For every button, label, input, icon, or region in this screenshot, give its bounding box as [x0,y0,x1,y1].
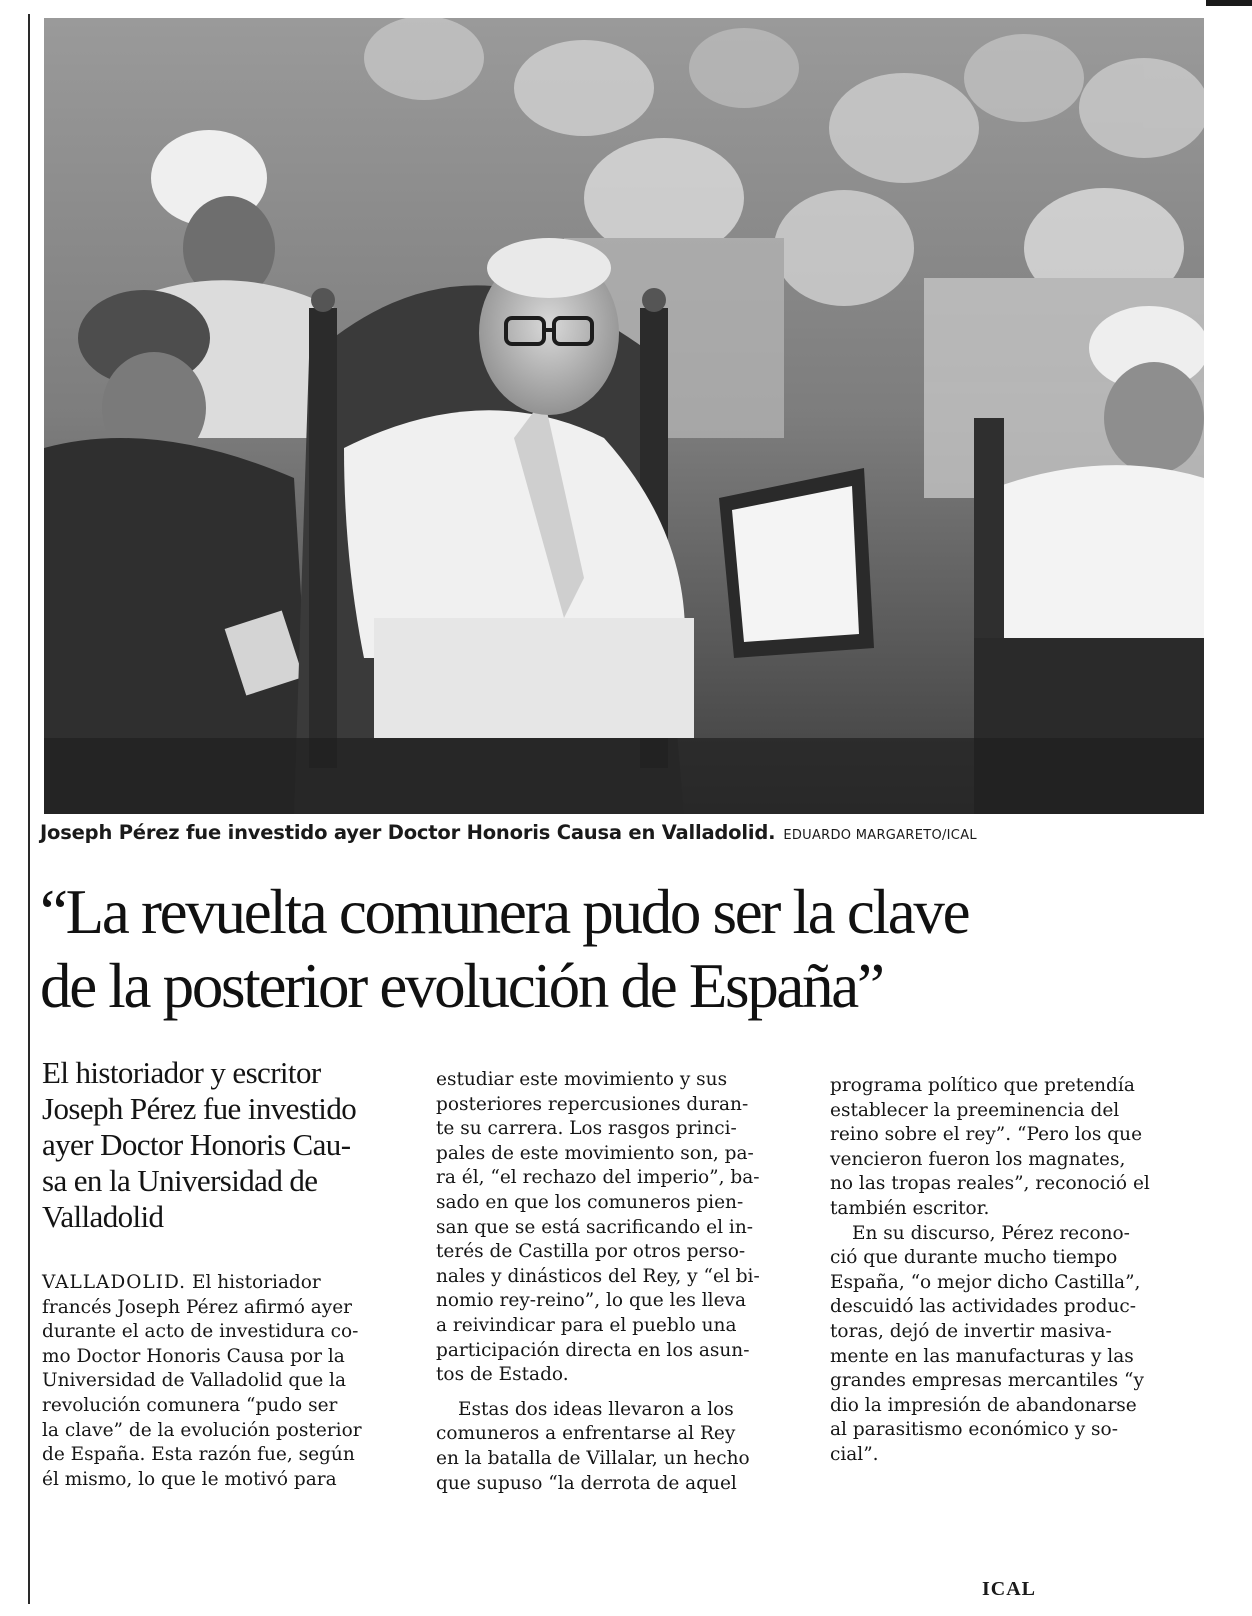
agency-signature: ICAL [982,1578,1037,1600]
subhead-line: ayer Doctor Honoris Cau- [42,1127,351,1162]
body-line: francés Joseph Pérez afirmó ayer [42,1296,352,1318]
body-line: Universidad de Valladolid que la [42,1370,346,1392]
body-line: ra él, “el rechazo del imperio”, ba- [436,1167,760,1189]
body-line: España, “o mejor dicho Castilla”, [830,1271,1141,1293]
article-column-2 [436,1068,806,1496]
column-rule [28,14,30,1604]
body-line: Estas dos ideas llevaron a los [458,1398,734,1420]
body-line: la clave” de la evolución posterior [42,1419,362,1441]
headline-line-2: de la posterior evolución de España” [40,951,883,1021]
body-paragraph [436,1398,806,1496]
body-line: revolución comunera “pudo ser [42,1394,338,1416]
subhead-line: Joseph Pérez fue investido [42,1091,357,1126]
body-line: El historiador [191,1272,321,1293]
body-line: establecer la preeminencia del [830,1099,1120,1121]
body-paragraph [830,1222,1200,1468]
body-line: pales de este movimiento son, pa- [436,1142,754,1164]
scan-edge-mark [1206,0,1252,6]
body-line: ció que durante mucho tiempo [830,1247,1118,1269]
body-line: cial”. [830,1443,879,1465]
body-line: toras, dejó de invertir masiva- [830,1320,1112,1342]
headline [40,875,1220,1023]
body-paragraph [42,1271,414,1492]
body-line: posteriores repercusiones duran- [436,1093,749,1115]
body-line: vencieron fueron los magnates, [830,1148,1126,1170]
caption-text: Joseph Pérez fue investido ayer Doctor Honoris Causa en Valladolid. [40,821,776,844]
photo-illustration [44,18,1204,814]
body-line: él mismo, lo que le motivó para [42,1468,337,1490]
body-line: En su discurso, Pérez recono- [852,1222,1130,1244]
dateline: VALLADOLID. [42,1272,187,1293]
body-line: durante el acto de investidura co- [42,1321,359,1343]
article-column-3 [830,1074,1200,1468]
body-line: que supuso “la derrota de aquel [436,1472,737,1494]
body-line: no las tropas reales”, reconoció el [830,1173,1150,1195]
subhead-line: sa en la Universidad de [42,1163,318,1198]
body-line: nomio rey-reino”, lo que les lleva [436,1290,747,1312]
body-line: san que se está sacrificando el in- [436,1216,753,1238]
body-line: dio la impresión de abandonarse [830,1394,1137,1416]
body-line: también escritor. [830,1197,990,1219]
headline-line-1: “La revuelta comunera pudo ser la clave [40,877,969,947]
body-line: participación directa en los asun- [436,1339,750,1361]
body-line: comuneros a enfrentarse al Rey [436,1423,736,1445]
body-line: grandes empresas mercantiles “y [830,1370,1144,1392]
body-line: nales y dinásticos del Rey, y “el bi- [436,1265,760,1287]
body-line: a reivindicar para el pueblo una [436,1314,737,1336]
body-line: tos de Estado. [436,1364,569,1386]
body-line: de España. Esta razón fue, según [42,1444,355,1466]
body-line: mo Doctor Honoris Causa por la [42,1345,345,1367]
article-column-1 [42,1055,414,1492]
photo-caption [40,820,1210,849]
body-paragraph [436,1068,806,1388]
body-line: reino sobre el rey”. “Pero los que [830,1124,1143,1146]
body-line: programa político que pretendía [830,1075,1135,1096]
body-line: terés de Castilla por otros perso- [436,1241,746,1263]
news-photo [44,18,1204,814]
photo-credit: EDUARDO MARGARETO/ICAL [783,828,977,843]
body-line: al parasitismo económico y so- [830,1419,1118,1441]
body-line: sado en que los comuneros pien- [436,1191,744,1213]
subheadline [42,1055,414,1235]
body-line: descuidó las actividades produc- [830,1296,1136,1318]
body-line: mente en las manufacturas y las [830,1345,1134,1367]
subhead-line: Valladolid [42,1199,164,1234]
subhead-line: El historiador y escritor [42,1055,321,1090]
body-line: en la batalla de Villalar, un hecho [436,1447,750,1469]
body-line: te su carrera. Los rasgos princi- [436,1118,737,1140]
body-line: estudiar este movimiento y sus [436,1069,728,1090]
body-paragraph [830,1074,1200,1222]
